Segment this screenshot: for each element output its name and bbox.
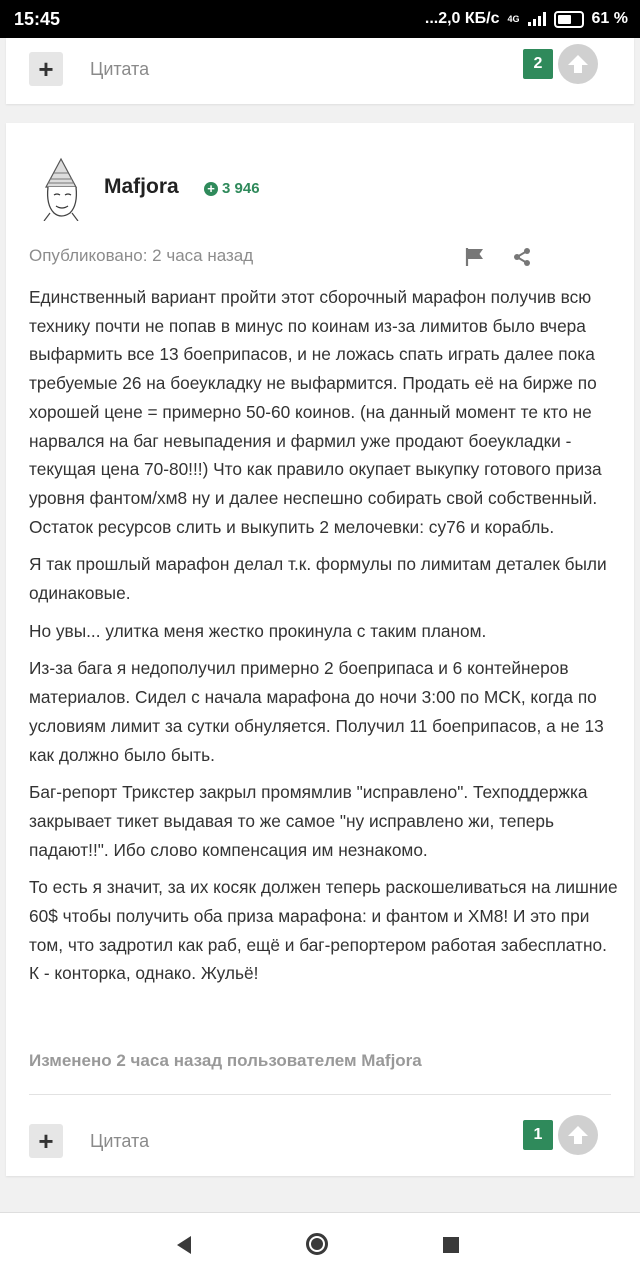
reputation-count: 2 xyxy=(523,49,553,79)
post-paragraph: Единственный вариант пройти этот сборочный марафон получив всю технику почти не попав в минус по коинам из-за лимитов было вчера выфармить все 13 боеприпасов, и не ложась спать играть далее пока требуемые 26 на боеукладку не выфармится. Продать её на бирже по хорошей цене = примерно 50-60 коинов. (на данный момент те кто не нарвался на баг невыпадения и фармил уже продают боеукладки - текущая цена 70-80!!!) Что как правило окупает выкупку готового приза уровня фантом/хм8 ну и далее неспешно собирать свой собственный. Остаток ресурсов слить и выкупить 2 мелочевки: су76 и корабль. xyxy=(29,287,602,537)
post-paragraph: Но увы... улитка меня жестко прокинула с таким планом. xyxy=(29,620,487,641)
avatar-image xyxy=(36,157,86,221)
flag-icon[interactable] xyxy=(464,247,486,272)
author-name[interactable]: Mafjora xyxy=(104,175,179,198)
post-paragraph: То есть я значит, за их косяк должен теперь раскошеливаться на лишние 60$ чтобы получить оба приза марафона: и фантом и ХМ8! И это при том, что задротил как раб, ещё и баг-репортером работая забесплатно. К - конторка, однако. Жульё! xyxy=(29,877,618,984)
home-icon[interactable] xyxy=(306,1233,328,1255)
plus-circle-icon: + xyxy=(204,182,218,196)
signal-icon xyxy=(528,12,546,26)
status-bar xyxy=(0,0,640,38)
multiquote-button[interactable]: + xyxy=(29,52,63,86)
author-reputation xyxy=(204,180,260,197)
arrow-up-icon xyxy=(566,1123,590,1147)
system-nav-bar xyxy=(0,1212,640,1281)
previous-post-footer xyxy=(6,38,634,104)
network-speed: ...2,0 КБ/с xyxy=(424,10,500,27)
avatar[interactable] xyxy=(36,157,86,221)
post-paragraph: Я так прошлый марафон делал т.к. формулы по лимитам деталек были одинаковые. xyxy=(29,554,607,604)
published-date: Опубликовано: 2 часа назад xyxy=(29,246,254,265)
post-card xyxy=(6,123,634,1176)
arrow-up-icon xyxy=(566,52,590,76)
divider xyxy=(29,1094,611,1095)
battery-level: 61 % xyxy=(591,10,628,27)
post-body xyxy=(29,283,619,997)
share-icon[interactable] xyxy=(512,247,532,272)
edited-notice: Изменено 2 часа назад пользователем Mafjora xyxy=(29,1051,422,1070)
quote-button[interactable]: Цитата xyxy=(90,1131,150,1151)
post-paragraph: Баг-репорт Трикстер закрыл промямлив "исправлено". Техподдержка закрывает тикет выдавая то же самое "ну исправлено жи, теперь падают!!". Ибо слово компенсация им незнакомо. xyxy=(29,782,588,860)
status-indicators xyxy=(425,10,628,28)
quote-button[interactable]: Цитата xyxy=(90,59,150,79)
network-type: 4G xyxy=(507,13,520,24)
status-time: 15:45 xyxy=(14,9,61,29)
back-icon[interactable] xyxy=(175,1235,193,1260)
reputation-points: 3 946 xyxy=(222,180,260,197)
multiquote-button[interactable]: + xyxy=(29,1124,63,1158)
recent-apps-icon[interactable] xyxy=(443,1237,459,1253)
upvote-button[interactable] xyxy=(558,1115,598,1155)
upvote-button[interactable] xyxy=(558,44,598,84)
post-paragraph: Из-за бага я недополучил примерно 2 боеприпаса и 6 контейнеров материалов. Сидел с начала марафона до ночи 3:00 по МСК, когда по условиям лимит за сутки обнуляется. Получил 11 боеприпасов, а не 13 как должно было быть. xyxy=(29,658,604,765)
reputation-count: 1 xyxy=(523,1120,553,1150)
battery-icon xyxy=(554,11,584,28)
